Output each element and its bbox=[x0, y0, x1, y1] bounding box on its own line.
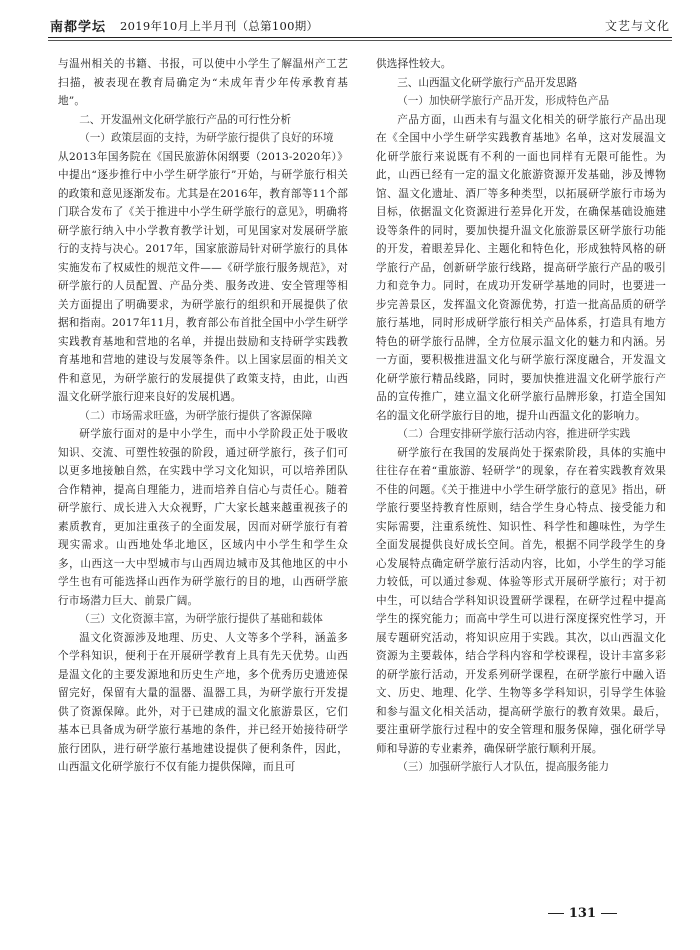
header-rule bbox=[48, 37, 672, 38]
subsection-heading: （三）加强研学旅行人才队伍，提高服务能力 bbox=[397, 761, 610, 773]
paragraph: 供选择性较大。 bbox=[376, 58, 452, 70]
section-title: 文艺与文化 bbox=[604, 19, 670, 33]
paragraph: 产品方面，山西未有与温文化相关的研学旅行产品出现在《全国中小学生研学实践教育基地》名单，这对发展温文化研学旅行来说既有不利的一面也同样有无限可能性。为此，山西已经有一定的温文化旅游资源开发基础，涉及博物馆、温文化遗址、酒厂等多种类型，以拓展研学旅行市场为目标，依据温文化资源进行差异化开发，在确保基础设施建设等条件的同时，要加快提升温文化旅游景区研学旅行功能的开发，着眼差异化、主题化和特色化，形成独特风格的研学旅行产品，创新研学旅行线路，提高研学旅行产品的吸引力和竞争力。同时，在成功开发研学基地的同时，也要进一步完善景区，发挥温文化资源优势，打造一批高品质的研学旅行基地，同时形成研学旅行相关产品体系，打造具有地方特色的研学旅行品牌，全方位展示温文化的魅力和内涵。另一方面，要积极推进温文化与研学旅行深度融合，开发温文化研学旅行精品线路，同时，要加快推进温文化研学旅行产品的宣传推广，建立温文化研学旅行品牌形象，打造全国知名的温文化研学旅行目的地，提升山西温文化的影响力。 bbox=[376, 113, 666, 422]
paragraph: 从2013年国务院在《国民旅游休闲纲要（2013-2020年）》中提出“逐步推行中小学生研学旅行”开始，与研学旅行相关的政策和意见逐渐发布。尤其是在2016年，教育部等11个部门联合发布了《关于推进中小学生研学旅行的意见》，明确将研学旅行纳入中小学教育教学计划，可见国家对发展研学旅行的支持与决心。2017年，国家旅游局针对研学旅行的具体实施发布了权威性的规范文件——《研学旅行服务规范》，对研学旅行的人员配置、产品分类、服务改进、安全管理等相关方面提出了明确要求，为研学旅行的组织和开展提供了依据和指南。2017年11月，教育部公布首批全国中小学生研学实践教育基地和营地的名单，并提出鼓励和支持研学实践教育基地和营地的建设与发展等条件。以上国家层面的相关文件和意见，为研学旅行的发展提供了政策支持，由此，山西温文化研学旅行迎来良好的发展机遇。 bbox=[58, 150, 348, 403]
paragraph: 研学旅行在我国的发展尚处于探索阶段，具体的实施中往往存在着“重旅游、轻研学”的现象，存在着实践教育效果不佳的问题。《关于推进中小学生研学旅行的意见》指出，研学旅行要坚持教育性原则，结合学生身心特点、接受能力和实际需要，注重系统性、知识性、科学性和趣味性，为学生全面发展提供良好成长空间。首先，根据不同学段学生的身心发展特点确定研学旅行活动内容，比如，小学生的学习能力较低，可以通过参观、体验等形式开展研学旅行；对于初中生，可以结合学科知识设置研学课程，在研学过程中提高学生的探究能力；而高中学生可以进行深度探究性学习，开展专题研究活动，将知识应用于实践。其次，以山西温文化资源为主要载体，结合学科内容和学校课程，设计丰富多彩的研学旅行活动，开发系列研学课程，在研学旅行中融入语文、历史、地理、化学、生物等多学科知识，引导学生体验和参与温文化相关活动，提高研学旅行的教育效果。最后，要注重研学旅行过程中的安全管理和服务保障，强化研学导师和导游的专业素养，确保研学旅行顺利开展。 bbox=[376, 446, 666, 755]
paragraph: 温文化资源涉及地理、历史、人文等多个学科，涵盖多个学科知识，便利于在开展研学教育上具有先天优势。山西是温文化的主要发源地和历史生产地，多个优秀历史遗迹保留完好，保留有大量的温器、温器工具，为研学旅行开发提供了资源保障。此外，对于已建成的温文化旅游景区，它们基本已具备成为研学旅行基地的条件，并已经开始接待研学旅行团队，进行研学旅行基地建设提供了便利条件，因此，山西温文化研学旅行不仅有能力提供保障，而且可 bbox=[58, 631, 348, 773]
issue-info: 2019年10月上半月刊（总第100期） bbox=[120, 19, 319, 33]
paragraph: 与温州相关的书籍、书报，可以使中小学生了解温州产工艺扫描，被表现在教育局确定为“未成年青少年传承教育基地”。 bbox=[58, 58, 348, 107]
subsection-heading: （二）市场需求旺盛，为研学旅行提供了客源保障 bbox=[79, 409, 313, 422]
subsection-heading: （一）加快研学旅行产品开发，形成特色产品 bbox=[397, 95, 610, 107]
paragraph: 研学旅行面对的是中小学生，而中小学阶段正处于吸收知识、交流、可塑性较强的阶段，通过研学旅行，孩子们可以更多地接触自然，在实践中学习文化知识，可以培养团队合作精神，提高自理能力，进而培养自信心与责任心。随着研学旅行、成长进入大众视野，广大家长越来越重视孩子的素质教育，更加注重孩子的全面发展，因而对研学旅行有着现实需求。山西地处华北地区，区域内中小学生和学生众多，山西这一大中型城市与山西周边城市及其他地区的中小学生也有可能选择山西作为研学旅行的目的地，山西研学旅行市场潜力巨大、前景广阔。 bbox=[58, 428, 348, 607]
header-rule-thin bbox=[48, 40, 672, 41]
journal-title: 南都学坛 bbox=[50, 20, 107, 35]
page-number bbox=[543, 906, 622, 921]
subsection-heading: （二）合理安排研学旅行活动内容，推进研学实践 bbox=[397, 428, 631, 440]
left-column bbox=[58, 55, 348, 777]
subsection-heading: （一）政策层面的支持，为研学旅行提供了良好的环境 bbox=[79, 132, 334, 144]
right-column bbox=[376, 55, 666, 777]
subsection-heading: （三）文化资源丰富，为研学旅行提供了基础和载体 bbox=[79, 613, 323, 625]
section-heading: 三、山西温文化研学旅行产品开发思路 bbox=[397, 76, 578, 89]
section-heading: 二、开发温州文化研学旅行产品的可行性分析 bbox=[79, 113, 292, 126]
page-header bbox=[50, 14, 670, 36]
page-number-text: 131 bbox=[568, 906, 596, 921]
